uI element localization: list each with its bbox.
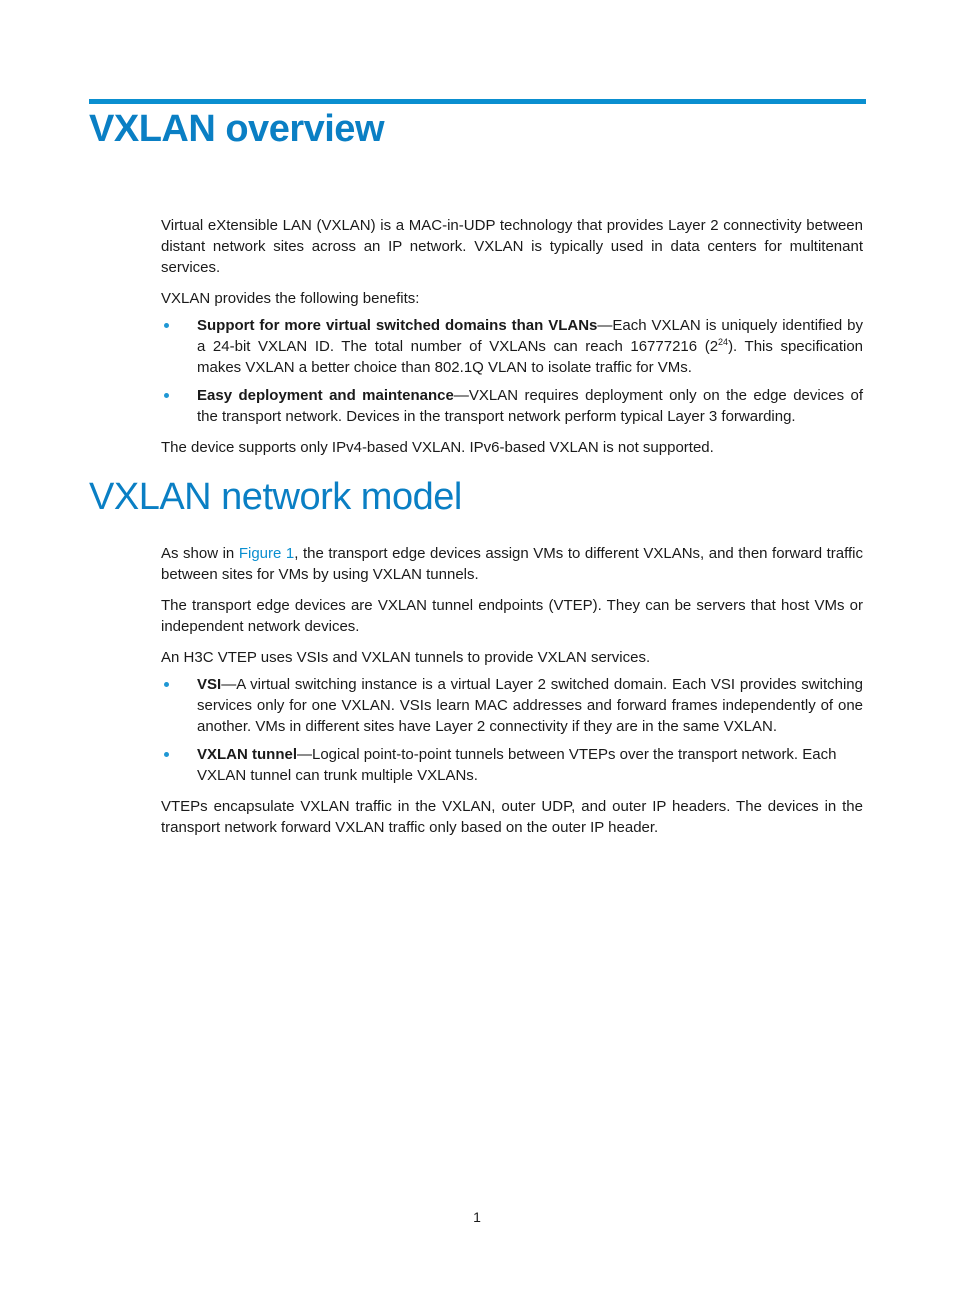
heading-network-model: VXLAN network model bbox=[89, 476, 462, 518]
heading-rule bbox=[89, 99, 866, 104]
item-term: VSI bbox=[197, 676, 222, 693]
benefits-intro: VXLAN provides the following benefits: bbox=[161, 290, 420, 307]
model-paragraph-1 bbox=[161, 543, 863, 585]
bullet-icon bbox=[164, 752, 169, 757]
bullet-icon bbox=[164, 393, 169, 398]
item-term: VXLAN tunnel bbox=[197, 746, 297, 763]
ipv4-note: The device supports only IPv4-based VXLAN. IPv6-based VXLAN is not supported. bbox=[161, 439, 714, 456]
superscript: 24 bbox=[718, 337, 729, 347]
benefit-text-cont: ). This specification makes VXLAN a better choice than 802.1Q VLAN to isolate traffic for VMs. bbox=[197, 338, 864, 376]
benefit-item-deployment bbox=[161, 385, 863, 427]
text: As show in bbox=[161, 545, 239, 562]
model-item-vxlan-tunnel bbox=[161, 744, 863, 786]
benefit-item-scale bbox=[161, 315, 863, 378]
intro-paragraph: Virtual eXtensible LAN (VXLAN) is a MAC-in-UDP technology that provides Layer 2 connectivity between distant network sites across an IP network. VXLAN is typically used in data centers for multitenant services. bbox=[161, 217, 863, 276]
benefit-term: Support for more virtual switched domains than VLANs bbox=[197, 317, 598, 334]
text: , the transport edge devices assign VMs to different VXLANs, and then forward traffic between sites for VMs by using VXLAN tunnels. bbox=[161, 545, 863, 583]
item-text: —A virtual switching instance is a virtual Layer 2 switched domain. Each VSI provides switching services only for one VXLAN. VSIs learn MAC addresses and forward frames independently of one another. VMs in different sites have Layer 2 connectivity if they are in the same VXLAN. bbox=[197, 676, 863, 735]
model-paragraph-4: VTEPs encapsulate VXLAN traffic in the VXLAN, outer UDP, and outer IP headers. The devices in the transport network forward VXLAN traffic only based on the outer IP header. bbox=[161, 798, 863, 836]
figure-1-link[interactable]: Figure 1 bbox=[238, 545, 295, 562]
page-number: 1 bbox=[473, 1209, 481, 1225]
model-item-vsi bbox=[161, 674, 863, 737]
model-paragraph-2: The transport edge devices are VXLAN tunnel endpoints (VTEP). They can be servers that host VMs or independent network devices. bbox=[161, 597, 863, 635]
bullet-icon bbox=[164, 323, 169, 328]
benefit-text: —VXLAN requires deployment only on the edge devices of the transport network. Devices in the transport network perform typical Layer 3 forwarding. bbox=[197, 387, 864, 425]
item-text: —Logical point-to-point tunnels between VTEPs over the transport network. Each VXLAN tunnel can trunk multiple VXLANs. bbox=[197, 746, 837, 784]
heading-vxlan-overview: VXLAN overview bbox=[89, 108, 384, 150]
benefit-text: —Each VXLAN is uniquely identified by a 24-bit VXLAN ID. The total number of VXLANs can reach 16777216 (2 bbox=[197, 317, 864, 355]
bullet-icon bbox=[164, 682, 169, 687]
model-paragraph-3: An H3C VTEP uses VSIs and VXLAN tunnels to provide VXLAN services. bbox=[161, 649, 651, 666]
benefit-term: Easy deployment and maintenance bbox=[197, 387, 454, 404]
